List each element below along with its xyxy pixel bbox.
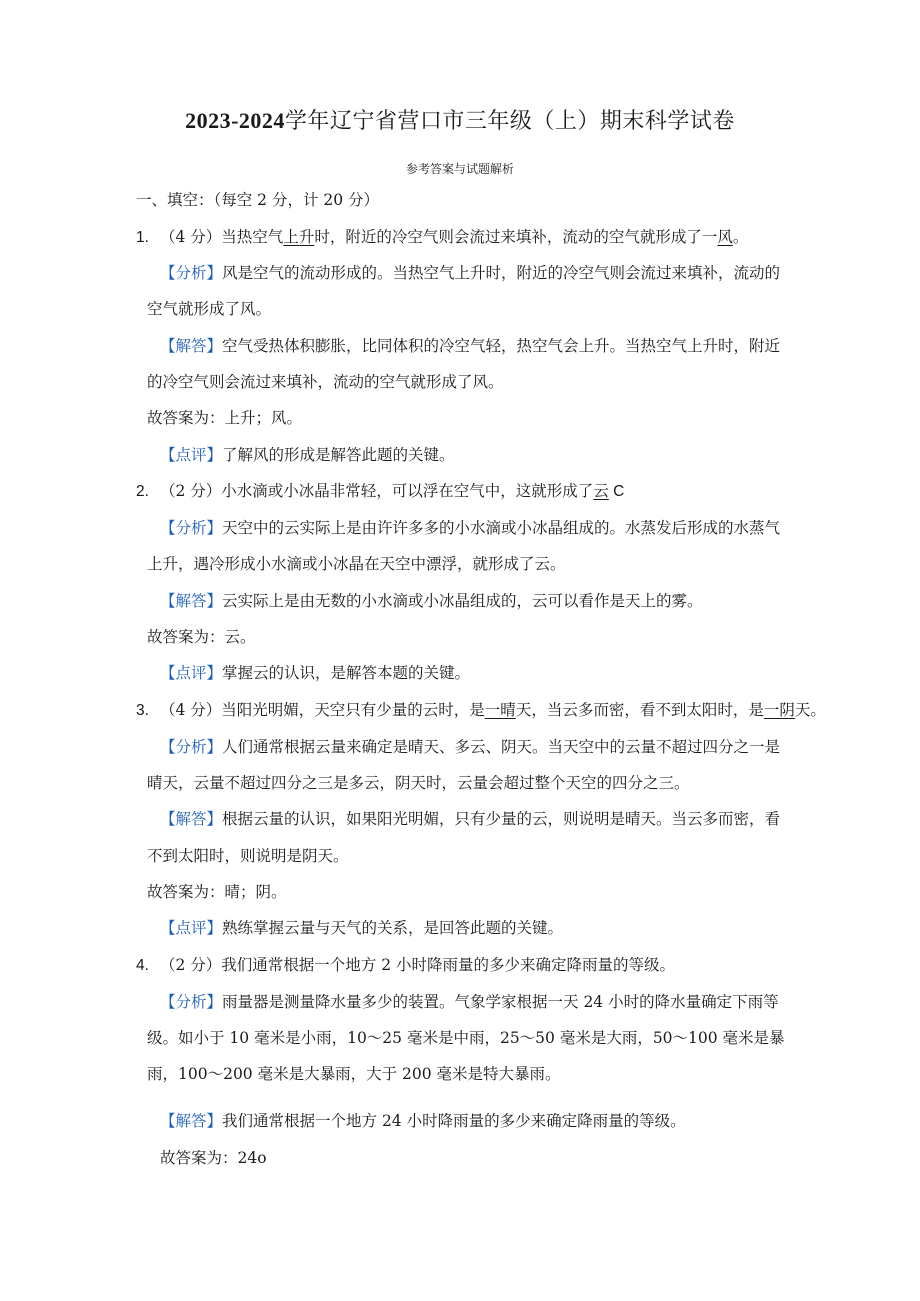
- solution-tag: 【解答】: [160, 810, 223, 828]
- solution-tag: 【解答】: [160, 592, 223, 610]
- comment-text: 了解风的形成是解答此题的关键。: [222, 446, 455, 464]
- question-3-analysis-cont: 晴天，云量不超过四分之三是多云，阴天时，云量会超过整个天空的四分之三。: [147, 774, 690, 792]
- stem-text: （2 分）我们通常根据一个地方 2 小时降雨量的多少来确定降雨量的等级。: [160, 956, 676, 974]
- analysis-tag: 【分析】: [160, 264, 223, 282]
- question-4-analysis-cont: 雨，100～200 毫米是大暴雨，大于 200 毫米是特大暴雨。: [147, 1065, 561, 1083]
- question-1-answer: 故答案为：上升；风。: [147, 409, 303, 427]
- question-2-answer: 故答案为：云。: [147, 628, 256, 646]
- analysis-tag: 【分析】: [160, 993, 223, 1011]
- section-heading: 一、填空：（每空 2 分，计 20 分）: [136, 191, 380, 209]
- comment-tag: 【点评】: [160, 919, 223, 937]
- question-3-comment: [160, 917, 563, 939]
- solution-text: 云实际上是由无数的小水滴或小冰晶组成的，云可以看作是天上的雾。: [222, 592, 703, 610]
- solution-text: 我们通常根据一个地方 24 小时降雨量的多少来确定降雨量的等级。: [222, 1112, 686, 1130]
- question-1-solution-cont: 的冷空气则会流过来填补，流动的空气就形成了风。: [147, 373, 504, 391]
- page-subtitle: 参考答案与试题解析: [405, 162, 514, 176]
- stem-text: 。: [732, 228, 749, 246]
- answer-blank: 云: [593, 482, 609, 500]
- question-4-analysis: [160, 991, 779, 1013]
- question-number: 1.: [136, 229, 149, 246]
- solution-tag: 【解答】: [160, 337, 223, 355]
- comment-tag: 【点评】: [160, 446, 223, 464]
- question-4-solution: [160, 1110, 686, 1132]
- stem-text: C: [608, 483, 625, 500]
- answer-blank: 上升: [283, 228, 315, 246]
- question-2-solution: [160, 590, 703, 612]
- title-year: 2023-2024: [185, 108, 285, 133]
- question-4-analysis-cont: 级。如小于 10 毫米是小雨，10～25 毫米是中雨，25～50 毫米是大雨，50～100 毫米是暴: [147, 1029, 785, 1047]
- comment-text: 熟练掌握云量与天气的关系，是回答此题的关键。: [222, 919, 564, 937]
- solution-text: 根据云量的认识，如果阳光明媚，只有少量的云，则说明是晴天。当云多而密，看: [222, 810, 781, 828]
- question-3-solution-cont: 不到太阳时，则说明是阴天。: [147, 847, 349, 865]
- analysis-text: 风是空气的流动形成的。当热空气上升时，附近的冷空气则会流过来填补，流动的: [222, 264, 781, 282]
- title-text: 学年辽宁省营口市三年级（上）期末科学试卷: [284, 109, 735, 134]
- question-3-answer: 故答案为：晴；阴。: [147, 883, 287, 901]
- question-2-comment: [160, 662, 470, 684]
- comment-tag: 【点评】: [160, 664, 223, 682]
- question-1-analysis: [160, 262, 780, 284]
- question-number: 4.: [136, 957, 149, 974]
- answer-blank: 风: [717, 228, 733, 246]
- analysis-tag: 【分析】: [160, 738, 223, 756]
- stem-text: （4 分）当热空气: [160, 228, 284, 246]
- analysis-text: 人们通常根据云量来确定是晴天、多云、阴天。当天空中的云量不超过四分之一是: [222, 738, 781, 756]
- question-3-solution: [160, 808, 780, 830]
- stem-text: （2 分）小水滴或小冰晶非常轻，可以浮在空气中，这就形成了: [160, 482, 594, 500]
- question-3-stem: [136, 699, 826, 722]
- solution-tag: 【解答】: [160, 1112, 223, 1130]
- analysis-text: 天空中的云实际上是由许许多多的小水滴或小冰晶组成的。水蒸发后形成的水蒸气: [222, 519, 781, 537]
- stem-text: 天，当云多而密，看不到太阳时，是: [515, 701, 764, 719]
- answer-blank: 一晴: [484, 701, 516, 719]
- stem-text: （4 分）当阳光明媚，天空只有少量的云时，是: [160, 701, 485, 719]
- stem-text: 时，附近的冷空气则会流过来填补，流动的空气就形成了一: [314, 228, 718, 246]
- question-1-stem: [136, 226, 748, 249]
- page-title: [0, 104, 920, 135]
- question-2-analysis: [160, 517, 780, 539]
- question-3-analysis: [160, 736, 780, 758]
- solution-text: 空气受热体积膨胀，比同体积的冷空气轻，热空气会上升。当热空气上升时，附近: [222, 337, 781, 355]
- question-4-stem: [136, 954, 675, 977]
- question-1-analysis-cont: 空气就形成了风。: [147, 300, 272, 318]
- answer-blank: 一阴: [763, 701, 795, 719]
- question-2-analysis-cont: 上升，遇冷形成小水滴或小冰晶在天空中漂浮，就形成了云。: [147, 555, 566, 573]
- question-4-answer: 故答案为：24o: [160, 1149, 267, 1167]
- analysis-text: 雨量器是测量降水量多少的装置。气象学家根据一天 24 小时的降水量确定下雨等: [222, 993, 779, 1011]
- question-1-solution: [160, 335, 780, 357]
- stem-text: 天。: [794, 701, 826, 719]
- question-2-stem: [136, 480, 624, 503]
- question-number: 2.: [136, 483, 149, 500]
- comment-text: 掌握云的认识，是解答本题的关键。: [222, 664, 471, 682]
- question-1-comment: [160, 444, 455, 466]
- question-number: 3.: [136, 702, 149, 719]
- analysis-tag: 【分析】: [160, 519, 223, 537]
